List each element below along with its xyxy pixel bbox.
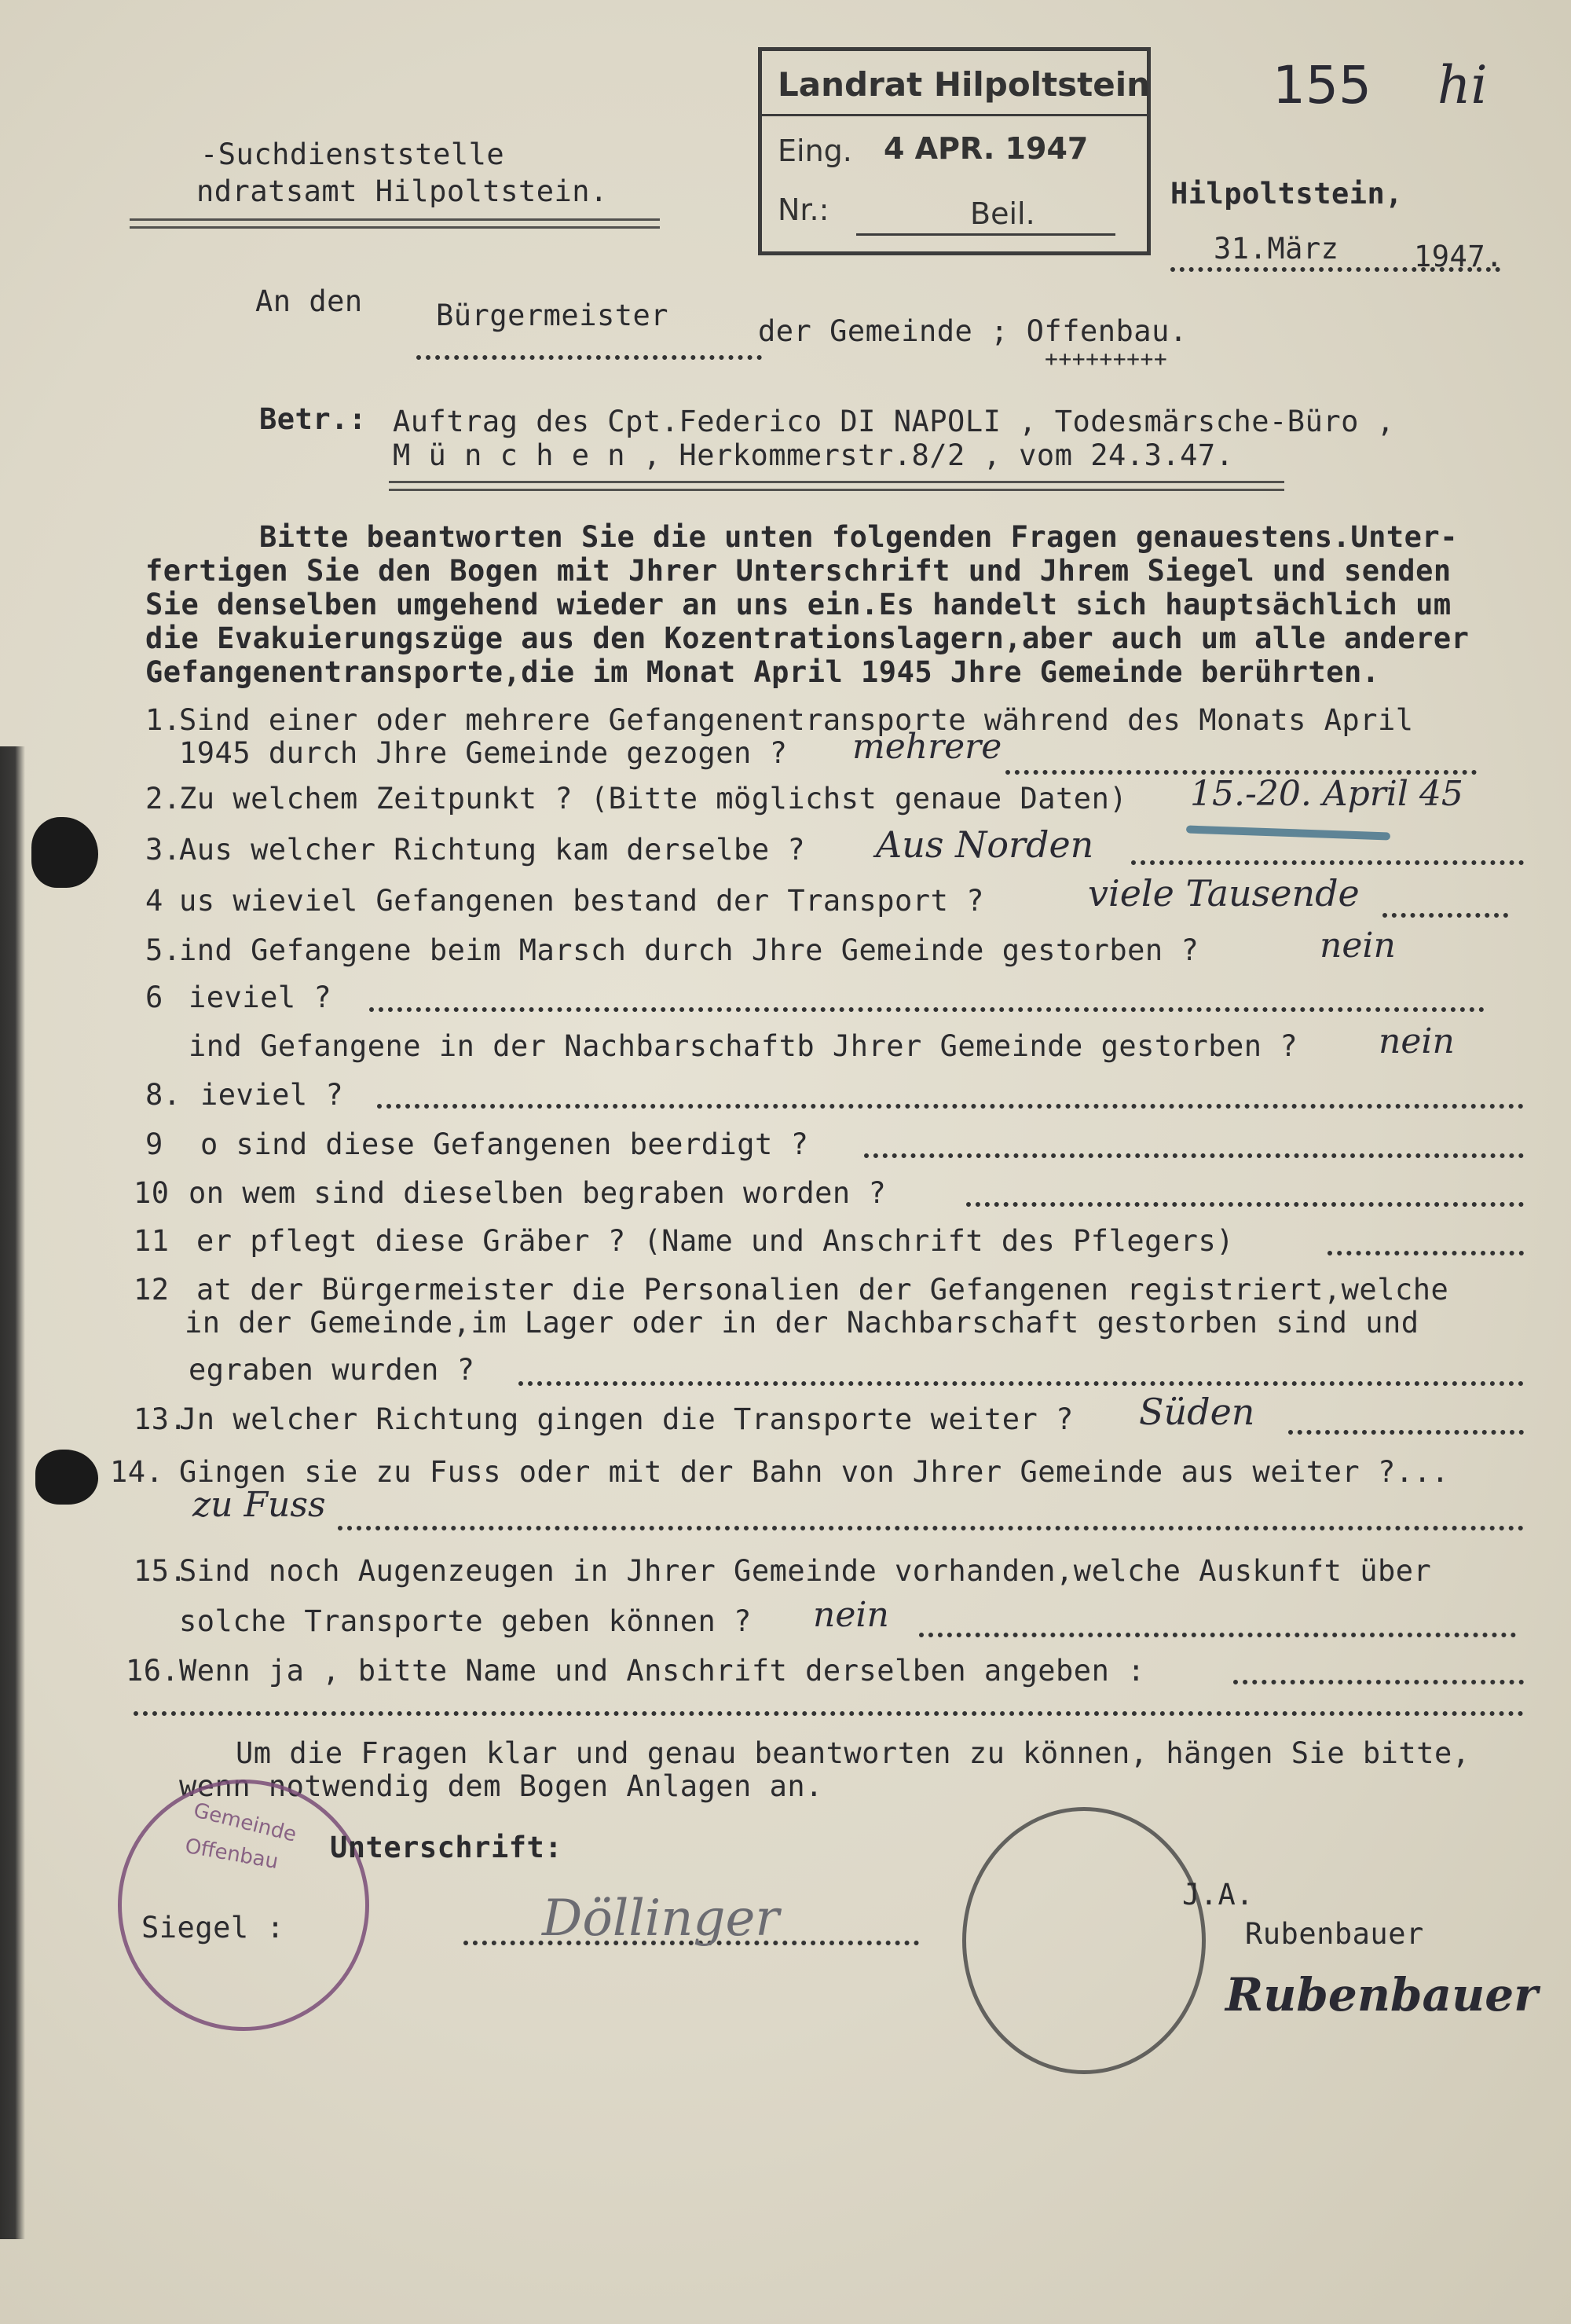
seal-text-bottom: Offenbau (183, 1834, 280, 1875)
q11-dotted (1327, 1251, 1524, 1255)
intro-line-3: Sie denselben umgehend wieder an uns ein.Es handelt sich hauptsächlich um (145, 588, 1452, 621)
gemeinde-label: der Gemeinde ; Offenbau. (758, 314, 1188, 348)
office-line-2: ndratsamt Hilpoltstein. (196, 174, 608, 208)
header-underline (130, 218, 660, 229)
q13-number: 13. (134, 1402, 188, 1436)
recipient-dotted (416, 355, 762, 360)
q10-dotted (966, 1202, 1524, 1207)
gemeinde-underline: +++++++++ (1045, 346, 1168, 372)
punch-hole-lower (35, 1450, 98, 1505)
q2-text: Zu welchem Zeitpunkt ? (Bitte möglichst genaue Daten) (179, 782, 1128, 816)
q2-answer: 15.-20. April 45 (1190, 774, 1463, 814)
q15-text-line-1: Sind noch Augenzeugen in Jhrer Gemeinde vorhanden,welche Auskunft über (179, 1554, 1432, 1588)
q4-dotted (1382, 913, 1508, 918)
recipient: Bürgermeister (436, 299, 669, 332)
seal-text-top: Gemeinde (191, 1798, 299, 1847)
q12-text-line-3: egraben wurden ? (189, 1353, 475, 1387)
q14-answer: zu Fuss (192, 1485, 326, 1525)
q1-number: 1. (145, 703, 181, 737)
q13-text: Jn welcher Richtung gingen die Transporte weiter ? (179, 1402, 1074, 1436)
office-line-1: -Suchdienststelle (200, 137, 505, 171)
q16-text: Wenn ja , bitte Name und Anschrift derselben angeben : (179, 1654, 1145, 1688)
intro-line-5: Gefangenentransporte,die im Monat April 1945 Jhre Gemeinde berührten. (145, 655, 1380, 689)
q6-text: ieviel ? (189, 981, 332, 1014)
q15-number: 15. (134, 1554, 188, 1588)
pencil-mark (1186, 825, 1390, 840)
q2-number: 2. (145, 782, 181, 816)
q16-number: 16. (126, 1654, 180, 1688)
q3-dotted (1131, 860, 1524, 865)
q8-text: ieviel ? (200, 1078, 344, 1112)
file-number: 155 (1273, 55, 1371, 115)
q14-dotted (338, 1526, 1524, 1530)
date-day-month: 31.März (1214, 232, 1339, 266)
q16-dotted-2 (134, 1711, 1524, 1716)
q4-text: us wieviel Gefangenen bestand der Transport ? (179, 884, 984, 918)
signer-signature: Rubenbauer (1225, 1968, 1538, 2022)
q10-text: on wem sind dieselben begraben worden ? (189, 1176, 887, 1210)
q7-answer: nein (1379, 1021, 1455, 1061)
q9-dotted (864, 1153, 1524, 1158)
intro-line-4: die Evakuierungszüge aus den Kozentrationslagern,aber auch um alle anderer (145, 621, 1470, 655)
siegel-label: Siegel : (141, 1911, 285, 1945)
subject-label: Betr.: (259, 402, 367, 436)
q13-answer: Süden (1139, 1391, 1255, 1433)
office-seal (962, 1807, 1206, 2074)
signer-name: Rubenbauer (1245, 1917, 1424, 1951)
subject-line-2: M ü n c h e n , Herkommerstr.8/2 , vom 24.3.47. (393, 438, 1234, 472)
q8-dotted (377, 1104, 1524, 1109)
unterschrift-label: Unterschrift: (330, 1831, 563, 1864)
closing-line-2: wenn notwendig dem Bogen Anlagen an. (179, 1769, 823, 1803)
q12-text-line-1: at der Bürgermeister die Personalien der Gefangenen registriert,welche (196, 1273, 1449, 1307)
q3-text: Aus welcher Richtung kam derselbe ? (179, 833, 806, 867)
q10-number: 10 (134, 1176, 170, 1210)
q1-text-line-2: 1945 durch Jhre Gemeinde gezogen ? (179, 736, 788, 770)
q7-text: ind Gefangene in der Nachbarschaftb Jhrer Gemeinde gestorben ? (189, 1029, 1298, 1063)
q1-text-line-1: Sind einer oder mehrere Gefangenentransporte während des Monats April (179, 703, 1414, 737)
q11-text: er pflegt diese Gräber ? (Name und Anschrift des Pflegers) (196, 1224, 1235, 1258)
q1-answer: mehrere (852, 727, 1002, 767)
q5-answer: nein (1320, 926, 1396, 966)
q11-number: 11 (134, 1224, 170, 1258)
q3-number: 3. (145, 833, 181, 867)
place: Hilpoltstein, (1170, 177, 1404, 211)
date-year: 1947. (1414, 240, 1503, 273)
q16-dotted (1233, 1680, 1524, 1684)
intro-line-1: Bitte beantworten Sie die unten folgenden Fragen genauestens.Unter- (259, 520, 1458, 554)
q8-number: 8. (145, 1078, 181, 1112)
intro-line-2: fertigen Sie den Bogen mit Jhrer Unterschrift und Jhrem Siegel und senden (145, 554, 1452, 588)
q9-number: 9 (145, 1127, 163, 1161)
q12-number: 12 (134, 1273, 170, 1307)
stamp-nr-label: Nr.: (778, 192, 829, 227)
q14-text: Gingen sie zu Fuss oder mit der Bahn von Jhrer Gemeinde aus weiter ?... (179, 1455, 1450, 1489)
q3-answer: Aus Norden (876, 823, 1094, 866)
q9-text: o sind diese Gefangenen beerdigt ? (200, 1127, 809, 1161)
q5-text: ind Gefangene beim Marsch durch Jhre Gemeinde gestorben ? (179, 933, 1199, 967)
file-initials: hi (1437, 55, 1488, 115)
stamp-date: 4 APR. 1947 (884, 131, 1089, 166)
subject-underline (389, 481, 1284, 491)
municipal-seal (118, 1780, 369, 2031)
punch-hole-upper (31, 817, 98, 888)
stamp-title: Landrat Hilpoltstein (778, 65, 1151, 104)
an-den: An den (255, 284, 363, 318)
q14-number: 14. (110, 1455, 164, 1489)
ja-label: J.A. (1182, 1878, 1254, 1912)
stamp-eing-label: Eing. (778, 134, 852, 168)
q15-dotted (919, 1633, 1516, 1637)
q13-dotted (1288, 1430, 1524, 1435)
receipt-stamp (758, 47, 1151, 255)
q5-number: 5. (145, 933, 181, 967)
torn-left-edge (0, 746, 25, 2239)
q15-text-line-2: solche Transporte geben können ? (179, 1604, 752, 1638)
q15-answer: nein (813, 1595, 889, 1635)
q4-number: 4 (145, 884, 163, 918)
subject-line-1: Auftrag des Cpt.Federico DI NAPOLI , Todesmärsche-Büro , (393, 405, 1395, 438)
q12-dotted (518, 1381, 1524, 1386)
q4-answer: viele Tausende (1088, 872, 1360, 915)
closing-line-1: Um die Fragen klar und genau beantworten zu können, hängen Sie bitte, (236, 1736, 1470, 1770)
q6-dotted (369, 1007, 1485, 1012)
q6-number: 6 (145, 981, 163, 1014)
date-dotted-line (1170, 267, 1500, 272)
stamp-beil-label: Beil. (970, 196, 1035, 231)
q12-text-line-2: in der Gemeinde,im Lager oder in der Nachbarschaft gestorben sind und (185, 1306, 1419, 1340)
mayor-signature: Döllinger (542, 1890, 779, 1948)
